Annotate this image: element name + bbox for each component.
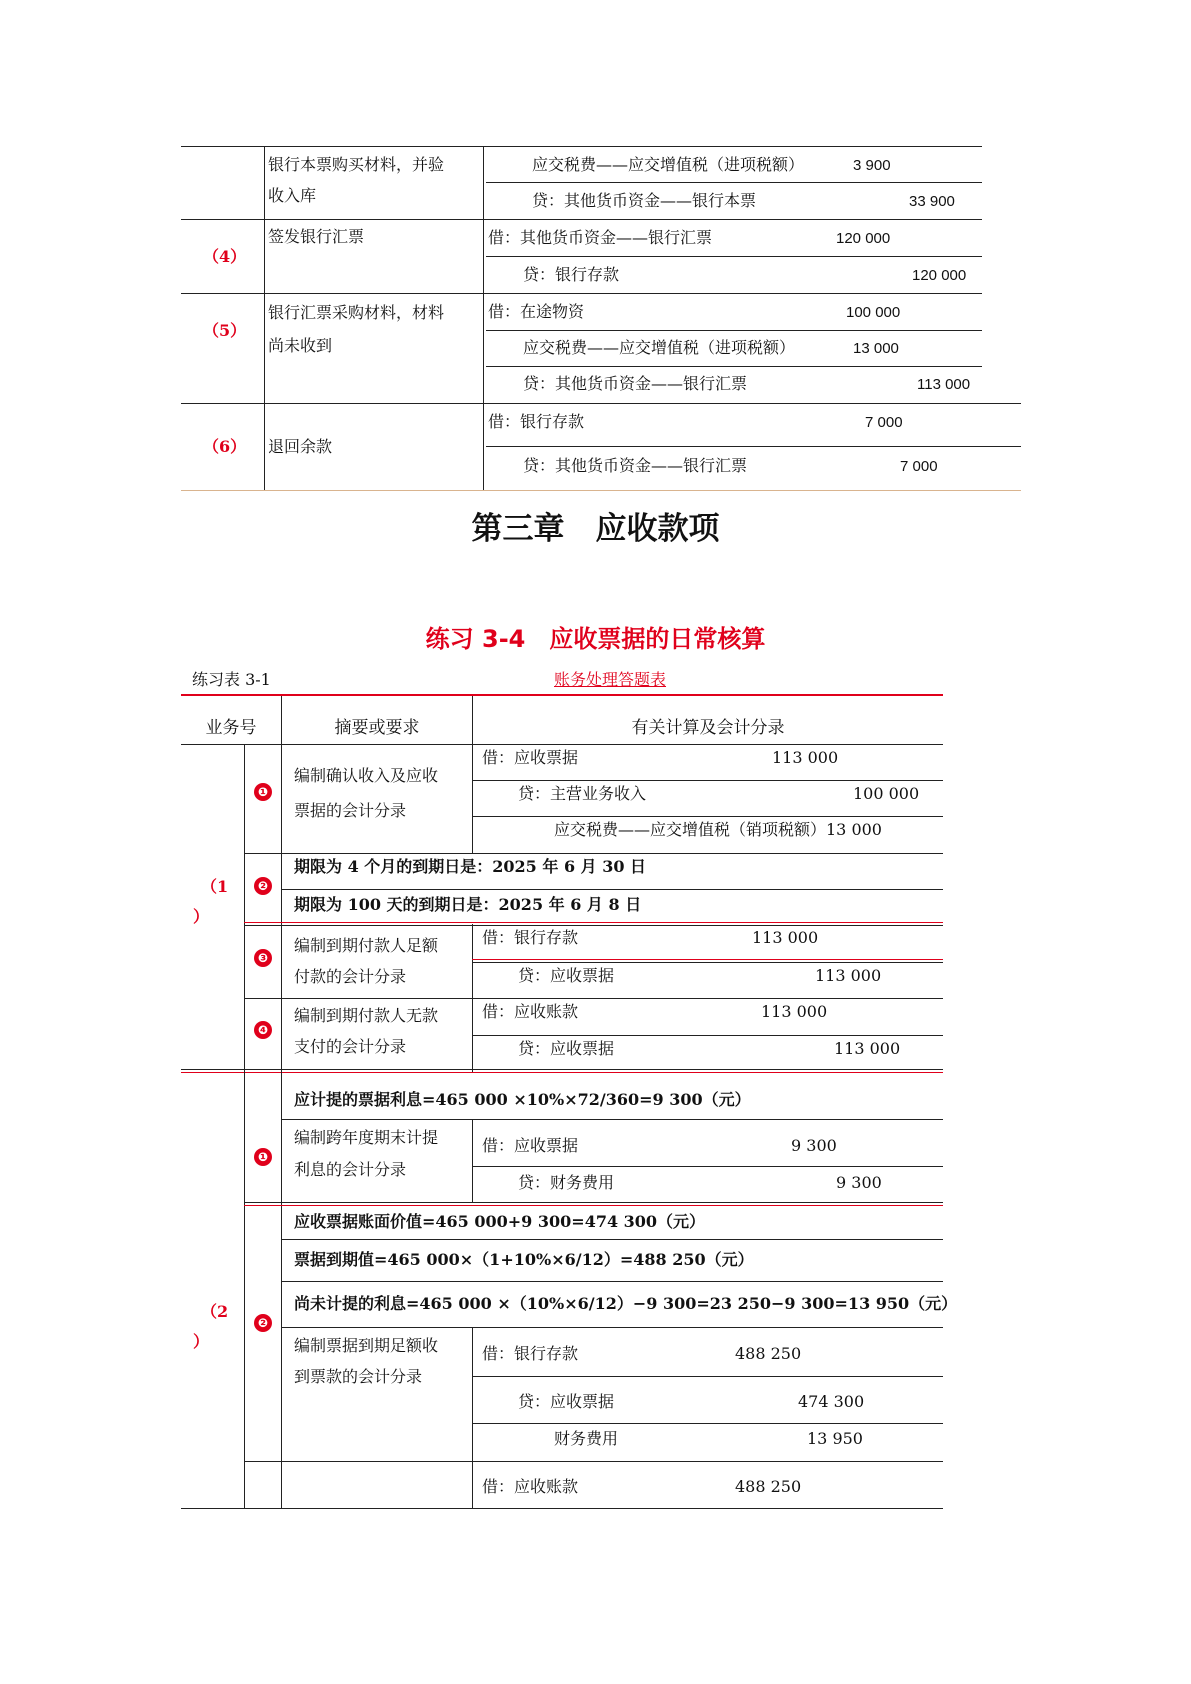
entry-amount: 113 000	[772, 748, 839, 767]
due-date-100-days: 期限为 100 天的到期日是：2025 年 6 月 8 日	[294, 895, 642, 914]
row-description: 利息的会计分录	[294, 1160, 407, 1179]
row-description: 编制到期付款人无款	[294, 1006, 439, 1025]
chapter-title: 第三章 应收款项	[471, 511, 720, 547]
entry-amount: 33 900	[909, 193, 955, 210]
business-no-2: （2	[201, 1302, 229, 1321]
row-description: 尚未收到	[268, 336, 333, 355]
entry-line: 贷：其他货币资金——银行汇票	[523, 374, 748, 393]
row-description: 银行汇票采购材料，材料	[268, 303, 445, 322]
entry-amount: 474 300	[798, 1392, 865, 1411]
row-number: （4）	[203, 247, 247, 266]
entry-amount: 113 000	[752, 928, 819, 947]
row-description: 银行本票购买材料，并验	[268, 155, 445, 174]
row-description: 支付的会计分录	[294, 1037, 407, 1056]
entry-line: 贷：银行存款	[523, 265, 620, 284]
business-no-1: （1	[201, 877, 229, 896]
row-description: 签发银行汇票	[268, 227, 365, 246]
entry-line: 贷：财务费用	[518, 1173, 615, 1192]
table-label: 练习表 3-1	[192, 670, 271, 689]
row-description: 编制跨年度期末计提	[294, 1128, 439, 1147]
entry-amount: 113 000	[834, 1039, 901, 1058]
entry-amount: 9 300	[791, 1136, 837, 1155]
entry-line: 应交税费——应交增值税（进项税额）	[523, 338, 796, 357]
step-badge-2: ❷	[254, 877, 272, 895]
entry-amount: 488 250	[735, 1344, 802, 1363]
row-description: 票据的会计分录	[294, 801, 407, 820]
business-no-2-close: ）	[193, 1332, 210, 1351]
entry-line: 贷：其他货币资金——银行本票	[532, 191, 757, 210]
entry-amount: 3 900	[853, 157, 891, 174]
entry-line: 借：银行存款	[488, 412, 585, 431]
row-number: （6）	[203, 437, 247, 456]
entry-line: 借：应收票据	[482, 1136, 579, 1155]
entry-amount: 488 250	[735, 1477, 802, 1496]
step-badge-1: ❶	[254, 783, 272, 801]
entry-line: 应交税费——应交增值税（销项税额）13 000	[554, 820, 882, 839]
entry-line: 财务费用	[554, 1429, 619, 1448]
entry-amount: 113 000	[761, 1002, 828, 1021]
row-description: 收入库	[268, 186, 317, 205]
table-caption: 账务处理答题表	[554, 670, 667, 689]
unaccrued-interest-calculation: 尚未计提的利息=465 000 ×（10%×6/12）−9 300=23 250−9 300=13 950（元）	[294, 1294, 958, 1313]
entry-amount: 120 000	[836, 230, 891, 247]
entry-line: 借：应收账款	[482, 1002, 579, 1021]
row-description: 到票款的会计分录	[294, 1367, 423, 1386]
entry-line: 借：银行存款	[482, 928, 579, 947]
entry-line: 贷：应收票据	[518, 1039, 615, 1058]
step-badge-2: ❷	[254, 1314, 272, 1332]
interest-calculation: 应计提的票据利息=465 000 ×10%×72/360=9 300（元）	[294, 1090, 751, 1109]
row-description: 编制确认收入及应收	[294, 766, 439, 785]
header-summary: 摘要或要求	[334, 718, 420, 738]
entry-line: 借：应收票据	[482, 748, 579, 767]
entry-line: 借：在途物资	[488, 302, 585, 321]
header-entries: 有关计算及会计分录	[631, 718, 785, 738]
row-description: 退回余款	[268, 437, 333, 456]
entry-line: 借：银行存款	[482, 1344, 579, 1363]
entry-amount: 100 000	[853, 784, 920, 803]
entry-line: 贷：应收票据	[518, 966, 615, 985]
entry-amount: 100 000	[846, 304, 901, 321]
step-badge-3: ❸	[254, 949, 272, 967]
step-badge-4: ❹	[254, 1021, 272, 1039]
entry-line: 借：其他货币资金——银行汇票	[488, 228, 713, 247]
entry-line: 贷：应收票据	[518, 1392, 615, 1411]
book-value-calculation: 应收票据账面价值=465 000+9 300=474 300（元）	[294, 1212, 706, 1231]
step-badge-1: ❶	[254, 1148, 272, 1166]
entry-amount: 9 300	[836, 1173, 882, 1192]
due-date-4-months: 期限为 4 个月的到期日是：2025 年 6 月 30 日	[294, 857, 647, 876]
entry-line: 贷：主营业务收入	[518, 784, 647, 803]
entry-amount: 13 000	[853, 340, 899, 357]
entry-line: 借：应收账款	[482, 1477, 579, 1496]
business-no-1-close: ）	[193, 907, 210, 926]
row-description: 付款的会计分录	[294, 967, 407, 986]
maturity-value-calculation: 票据到期值=465 000×（1+10%×6/12）=488 250（元）	[294, 1250, 754, 1269]
entry-amount: 7 000	[865, 414, 903, 431]
header-business-no: 业务号	[205, 718, 257, 738]
entry-line: 贷：其他货币资金——银行汇票	[523, 456, 748, 475]
entry-amount: 13 950	[807, 1429, 863, 1448]
entry-line: 应交税费——应交增值税（进项税额）	[532, 155, 805, 174]
row-number: （5）	[203, 321, 247, 340]
entry-amount: 120 000	[912, 267, 967, 284]
row-description: 编制票据到期足额收	[294, 1336, 439, 1355]
exercise-title: 练习 3-4 应收票据的日常核算	[425, 625, 766, 653]
entry-amount: 113 000	[917, 376, 971, 393]
entry-amount: 113 000	[815, 966, 882, 985]
row-description: 编制到期付款人足额	[294, 936, 439, 955]
entry-amount: 7 000	[900, 458, 938, 475]
